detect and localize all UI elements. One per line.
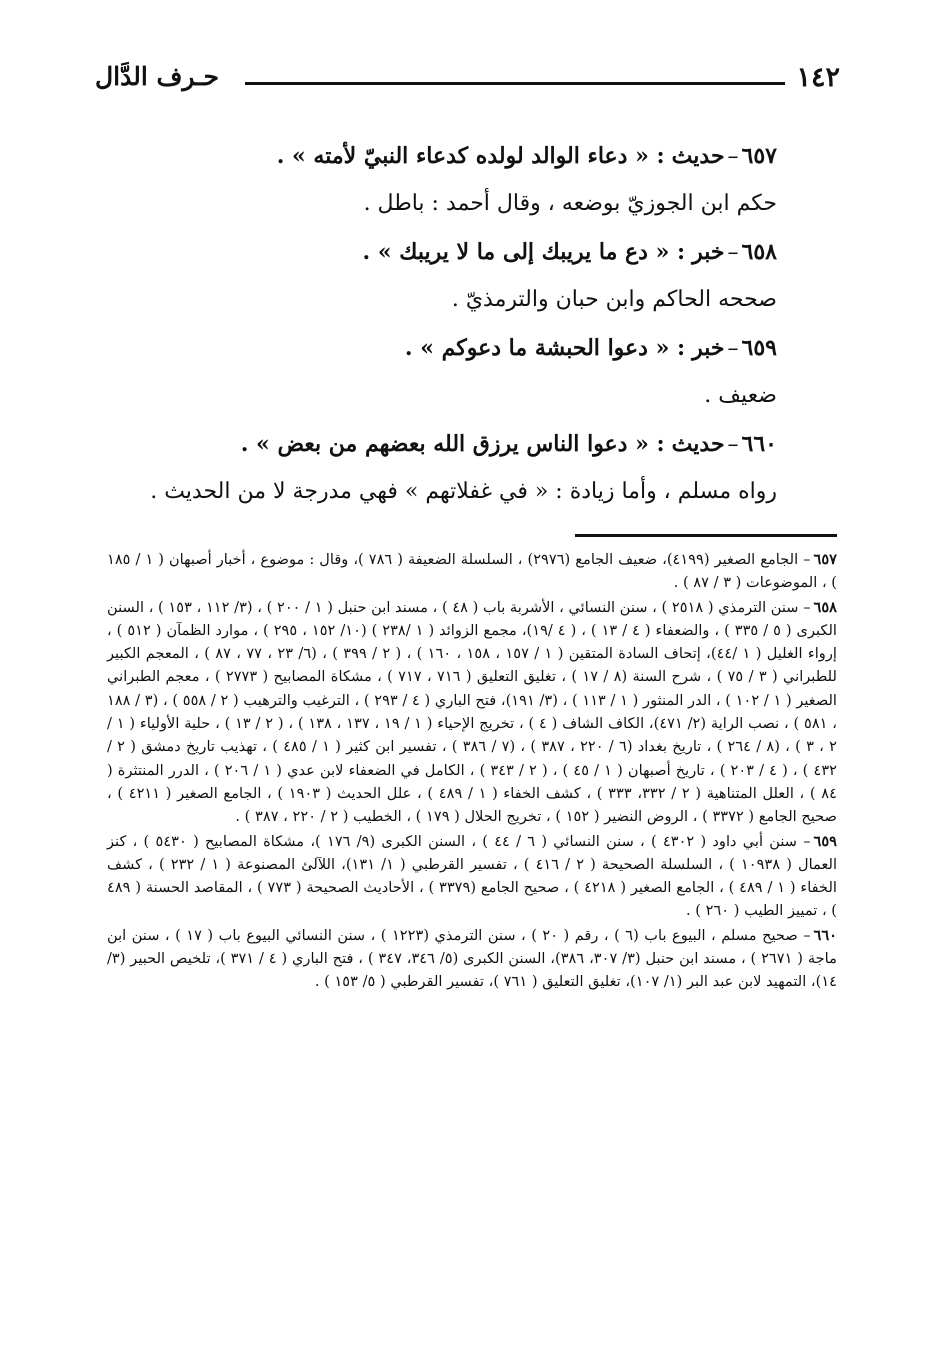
footnote-separator [575, 534, 837, 537]
hadith-ruling: ضعيف . [704, 383, 777, 408]
hadith-ruling: حكم ابن الجوزيّ بوضعه ، وقال أحمد : باطل . [363, 191, 777, 216]
page-number: ١٤٢ [796, 62, 840, 93]
footnote: ٦٦٠– صحيح مسلم ، البيوع باب (٦ ) ، رقم ( ٢٠ ) ، سنن الترمذي (١٢٢٣ ) ، سنن النسائي البيوع باب ( ١٧ ) ، سنن ابن ماجة ( ٢٦٧١ ) ، مسند ابن حنبل (٣/ ٣٠٧، ٣٨٦)، السنن الكبرى (٥/ ٣٤٦، ٣٤٧ ) ، فتح الباري ( ٤ / ٣٧١ )، تلخيص الحبير (٣/ ١٤)، التمهيد لابن عبد البر (١/ ١٠٧)، تغليق التعليق ( ٧٦١ )، تفسير القرطبي ( ٥/ ١٥٣ ) . [107, 926, 838, 991]
running-header [95, 60, 840, 100]
hadith-entry: ٦٥٩–خبر : « دعوا الحبشة ما دعوكم » . [404, 335, 777, 361]
footnotes [107, 548, 837, 995]
hadith-entry: ٦٥٧–حديث : « دعاء الوالد لولده كدعاء النبيّ لأمته » . [276, 143, 777, 169]
footnote-text: الجامع الصغير (٤١٩٩)، ضعيف الجامع (٢٩٧٦) ، السلسلة الضعيفة ( ٧٨٦ )، وقال : موضوع ، أخبار أصبهان ( ١ / ١٨٥ ) ، الموضوعات ( ٣ / ٨٧ ) . [107, 551, 837, 592]
hadith-text: : « دعوا الناس يرزق الله بعضهم من بعض » . [240, 431, 665, 457]
hadith-entry: ٦٦٠–حديث : « دعوا الناس يرزق الله بعضهم من بعض » . [240, 431, 777, 457]
header-rule [245, 82, 785, 85]
footnote-text: سنن أبي داود ( ٤٣٠٢ ) ، سنن النسائي ( ٦ / ٤٤ ) ، السنن الكبرى (٩/ ١٧٦ )، مشكاة المصابيح ( ٥٤٣٠ ) ، كنز العمال ( ١٠٩٣٨ ) ، السلسلة الصحيحة ( ٢ / ٤١٦ ) ، تفسير القرطبي ( ١/ ١٣١)، اللآلئ المصنوعة ( ١ / ٢٣٢ ) ، كشف الخفاء ( ١ / ٤٨٩ ) ، الجامع الصغير ( ٤٢١٨ ) ، صحيح الجامع (٣٣٧٩ ) ، الأحاديث الصحيحة ( ٧٧٣ ) ، المقاصد الحسنة ( ٤٨٩ ) ، تمييز الطيب ( ٢٦٠ ) . [107, 832, 838, 920]
footnote-text: صحيح مسلم ، البيوع باب (٦ ) ، رقم ( ٢٠ ) ، سنن الترمذي (١٢٢٣ ) ، سنن النسائي البيوع باب ( ١٧ ) ، سنن ابن ماجة ( ٢٦٧١ ) ، مسند ابن حنبل (٣/ ٣٠٧، ٣٨٦)، السنن الكبرى (٥/ ٣٤٦، ٣٤٧ ) ، فتح الباري ( ٤ / ٣٧١ )، تلخيص الحبير (٣/ ١٤)، التمهيد لابن عبد البر (١/ ١٠٧)، تغليق التعليق ( ٧٦١ )، تفسير القرطبي ( ٥/ ١٥٣ ) . [107, 926, 837, 991]
footnote-number: ٦٥٩ [813, 832, 838, 850]
entry-kind: حديث [671, 143, 725, 169]
entry-kind: حديث [671, 431, 725, 457]
hadith-text: : « دعوا الحبشة ما دعوكم » . [404, 335, 686, 361]
hadith-text: : « دعاء الوالد لولده كدعاء النبيّ لأمته » . [276, 143, 665, 169]
entry-number: ٦٥٩ [741, 335, 777, 361]
footnote-text: سنن الترمذي ( ٢٥١٨ ) ، سنن النسائي ، الأشربة باب ( ٤٨ ) ، مسند ابن حنبل ( ١ / ٢٠٠ ) ، (٣/ ١١٢ ، ١٥٣ ) ، السنن الكبرى ( ٥ / ٣٣٥ ) ، والضعفاء ( ٤ / ١٣ ) ، ( ٤ /١٩)، مجمع الزوائد ( ١ /٢٣٨ ) (١٠/ ١٥٢ ، ٢٩٥ ) ، موارد الظمآن ( ٥١٢ ) ، إرواء الغليل ( ١ /٤٤)، إتحاف السادة المتقين ( ١ / ١٥٧ ، ١٥٨ ، ١٦٠ ) ، ( ٢ / ٣٩٩ ) ، (٦/ ٢٣ ، ٧٧ ، ٨٧ ) ، المعجم الكبير للطبراني ( ٣ / ٧٥ ) ، شرح السنة (٨ / ١٧ ) ، تغليق التعليق ( ٧١٦ ، ٧١٧ ) ، مشكاة المصابيح ( ٢٧٧٣ ) ، معجم الطبراني الصغير ( ١ / ١٠٢ ) ، الدر المنثور ( ١ / ١١٣ ) ، (٣/ ١٩١)، فتح الباري ( ٤ / ٢٩٣ ) ، الترغيب والترهيب ( ٢ / ٥٥٨ ) ، (٣ / ١٨٨ ، ٥٨١ ) ، نصب الراية (٢/ ٤٧١)، الكاف الشاف ( ٤ ) ، تخريج الإحياء ( ١ / ١٩ ، ١٣٧ ، ١٣٨ ) ، ( ٢ / ١٣ ) ، حلية الأولياء ( ١ / ٢ ، ٣ ) ، (٨ / ٢٦٤ ) ، تاريخ بغداد (٦ / ٢٢٠ ، ٣٨٧ ) ، (٧ / ٣٨٦ ) ، تفسير ابن كثير ( ١ / ٤٨٥ ) ، تهذيب تاريخ دمشق ( ٢ / ٤٣٢ ) ، ( ٤ / ٢٠٣ ) ، تاريخ أصبهان ( ١ / ٤٥ ) ، ( ٢ / ٣٤٣ ) ، الكامل في الضعفاء لابن عدي ( ١ / ٢٠٦ ) ، الدرر المنتثرة ( ٨٤ ) ، العلل المتناهية ( ٢ / ٣٣٢، ٣٣٣ ) ، كشف الخفاء ( ١ / ٤٨٩ ) ، علل الحديث ( ١٩٠٣ ) ، الجامع الصغير ( ٤٢١١ ) ، صحيح الجامع ( ٣٣٧٢ ) ، الروض النضير ( ١٥٢ ) ، تخريج الحلال ( ١٧٩ ) ، الخطيب ( ٢ / ٢٢٠ ، ٣٨٧ ) . [107, 598, 837, 826]
entry-kind: خبر [692, 239, 725, 265]
footnote-number: ٦٦٠ [813, 926, 838, 944]
entry-number: ٦٥٧ [741, 143, 777, 169]
footnote-number: ٦٥٨ [813, 598, 838, 616]
chapter-title: حـرف الدَّال [95, 62, 219, 91]
main-text [137, 132, 777, 516]
entry-number: ٦٥٨ [741, 239, 777, 265]
hadith-text: : « دع ما يريبك إلى ما لا يريبك » . [362, 239, 686, 265]
hadith-ruling: رواه مسلم ، وأما زيادة : « في غفلاتهم » فهي مدرجة لا من الحديث . [150, 479, 777, 504]
entry-kind: خبر [692, 335, 725, 361]
hadith-ruling: صححه الحاكم وابن حبان والترمذيّ . [451, 287, 777, 312]
footnote: ٦٥٨– سنن الترمذي ( ٢٥١٨ ) ، سنن النسائي ، الأشربة باب ( ٤٨ ) ، مسند ابن حنبل ( ١ / ٢٠٠ ) ، (٣/ ١١٢ ، ١٥٣ ) ، السنن الكبرى ( ٥ / ٣٣٥ ) ، والضعفاء ( ٤ / ١٣ ) ، ( ٤ /١٩)، مجمع الزوائد ( ١ /٢٣٨ ) (١٠/ ١٥٢ ، ٢٩٥ ) ، موارد الظمآن ( ٥١٢ ) ، إرواء الغليل ( ١ /٤٤)، إتحاف السادة المتقين ( ١ / ١٥٧ ، ١٥٨ ، ١٦٠ ) ، ( ٢ / ٣٩٩ ) ، (٦/ ٢٣ ، ٧٧ ، ٨٧ ) ، المعجم الكبير للطبراني ( ٣ / ٧٥ ) ، شرح السنة (٨ / ١٧ ) ، تغليق التعليق ( ٧١٦ ، ٧١٧ ) ، مشكاة المصابيح ( ٢٧٧٣ ) ، معجم الطبراني الصغير ( ١ / ١٠٢ ) ، الدر المنثور ( ١ / ١١٣ ) ، (٣/ ١٩١)، فتح الباري ( ٤ / ٢٩٣ ) ، الترغيب والترهيب ( ٢ / ٥٥٨ ) ، (٣ / ١٨٨ ، ٥٨١ ) ، نصب الراية (٢/ ٤٧١)، الكاف الشاف ( ٤ ) ، تخريج الإحياء ( ١ / ١٩ ، ١٣٧ ، ١٣٨ ) ، ( ٢ / ١٣ ) ، حلية الأولياء ( ١ / ٢ ، ٣ ) ، (٨ / ٢٦٤ ) ، تاريخ بغداد (٦ / ٢٢٠ ، ٣٨٧ ) ، (٧ / ٣٨٦ ) ، تفسير ابن كثير ( ١ / ٤٨٥ ) ، تهذيب تاريخ دمشق ( ٢ / ٤٣٢ ) ، ( ٤ / ٢٠٣ ) ، تاريخ أصبهان ( ١ / ٤٥ ) ، ( ٢ / ٣٤٣ ) ، الكامل في الضعفاء لابن عدي ( ١ / ٢٠٦ ) ، الدرر المنتثرة ( ٨٤ ) ، العلل المتناهية ( ٢ / ٣٣٢، ٣٣٣ ) ، كشف الخفاء ( ١ / ٤٨٩ ) ، علل الحديث ( ١٩٠٣ ) ، الجامع الصغير ( ٤٢١١ ) ، صحيح الجامع ( ٣٣٧٢ ) ، الروض النضير ( ١٥٢ ) ، تخريج الحلال ( ١٧٩ ) ، الخطيب ( ٢ / ٢٢٠ ، ٣٨٧ ) . [107, 598, 838, 826]
footnote: ٦٥٧– الجامع الصغير (٤١٩٩)، ضعيف الجامع (٢٩٧٦) ، السلسلة الضعيفة ( ٧٨٦ )، وقال : موضوع ، أخبار أصبهان ( ١ / ١٨٥ ) ، الموضوعات ( ٣ / ٨٧ ) . [107, 551, 837, 592]
hadith-entry: ٦٥٨–خبر : « دع ما يريبك إلى ما لا يريبك » . [362, 239, 777, 265]
footnote: ٦٥٩– سنن أبي داود ( ٤٣٠٢ ) ، سنن النسائي ( ٦ / ٤٤ ) ، السنن الكبرى (٩/ ١٧٦ )، مشكاة المصابيح ( ٥٤٣٠ ) ، كنز العمال ( ١٠٩٣٨ ) ، السلسلة الصحيحة ( ٢ / ٤١٦ ) ، تفسير القرطبي ( ١/ ١٣١)، اللآلئ المصنوعة ( ١ / ٢٣٢ ) ، كشف الخفاء ( ١ / ٤٨٩ ) ، الجامع الصغير ( ٤٢١٨ ) ، صحيح الجامع (٣٣٧٩ ) ، الأحاديث الصحيحة ( ٧٧٣ ) ، المقاصد الحسنة ( ٤٨٩ ) ، تمييز الطيب ( ٢٦٠ ) . [107, 832, 838, 920]
footnote-number: ٦٥٧ [813, 551, 837, 568]
entry-number: ٦٦٠ [741, 431, 777, 457]
